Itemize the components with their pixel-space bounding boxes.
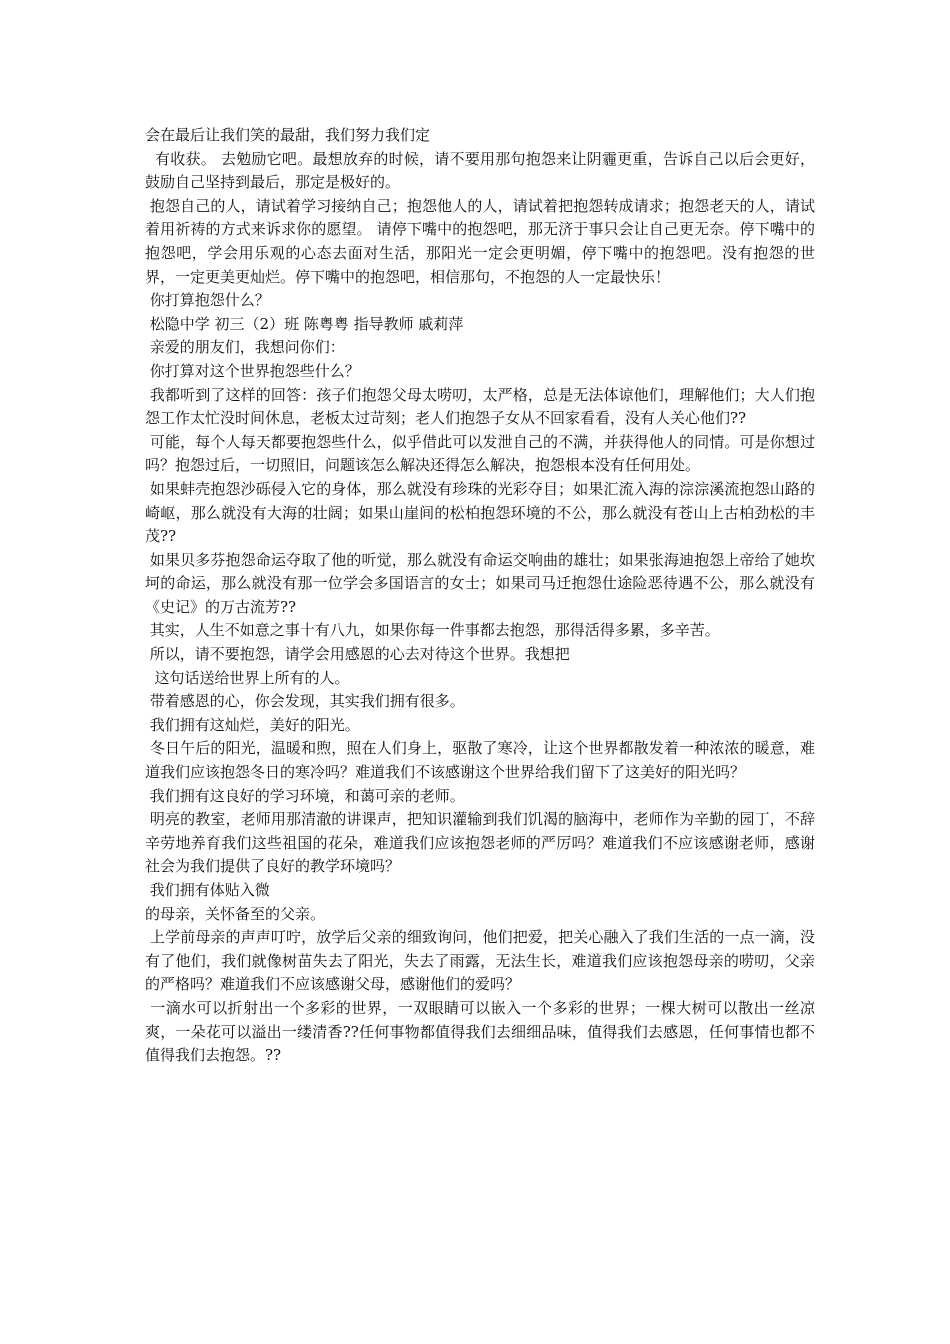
paragraph-greeting: 亲爱的朋友们，我想问你们： <box>145 338 345 357</box>
paragraph-intro-fragment: 会在最后让我们笑的最甜，我们努力我们定 <box>145 126 431 144</box>
paragraph-maybe: 可能，每个人每天都要抱怨些什么，似乎借此可以发泄自己的不满，并获得他人的同情。可是你想过吗？抱怨过后，一切照旧，问题该怎么解决还得怎么解决，抱怨根本没有任何用处。 <box>145 432 815 475</box>
essay-title: 你打算抱怨什么？ <box>145 291 270 310</box>
paragraph-encourage: 有收获。 去勉励它吧。最想放弃的时候，请不要用那句抱怨来让阴霾更重，告诉自己以后会更好，鼓励自己坚持到最后，那定是极好的。 <box>145 149 815 192</box>
paragraph-grateful-heart: 带着感恩的心，你会发现，其实我们拥有很多。 <box>145 692 465 711</box>
paragraph-send-words: 这句话送给世界上所有的人。 <box>145 668 350 687</box>
paragraph-classroom: 明亮的教室，老师用那清澈的讲课声，把知识灌输到我们饥渴的脑海中，老师作为辛勤的园丁，不辞辛劳地养育我们这些祖国的花朵，难道我们应该抱怨老师的严厉吗？难道我们不应该感谢老师，感谢社会为我们提供了良好的教学环境吗？ <box>145 810 815 876</box>
document-page <box>145 124 815 1068</box>
paragraph-sunshine: 我们拥有这灿烂，美好的阳光。 <box>145 715 360 734</box>
paragraph-answers: 我都听到了这样的回答：孩子们抱怨父母太唠叨，太严格，总是无法体谅他们，理解他们；大人们抱怨工作太忙没时间休息，老板太过苛刻；老人们抱怨子女从不回家看看，没有人关心他们?? <box>145 385 815 428</box>
paragraph-winter-sun: 冬日午后的阳光，温暖和煦，照在人们身上，驱散了寒冷，让这个世界都散发着一种浓浓的暖意，难道我们应该抱怨冬日的寒冷吗？难道我们不该感谢这个世界给我们留下了这美好的阳光吗？ <box>145 739 815 782</box>
paragraph-in-fact: 其实，人生不如意之事十有八九，如果你每一件事都去抱怨，那得活得多累，多辛苦。 <box>145 621 720 640</box>
paragraph-beethoven: 如果贝多芬抱怨命运夺取了他的听觉，那么就没有命运交响曲的雄壮；如果张海迪抱怨上帝给了她坎坷的命运，那么就没有那一位学会多国语言的女士；如果司马迁抱怨仕途险恶待遇不公，那么就没有《史记》的万古流芳?? <box>145 550 815 616</box>
paragraph-so: 所以，请不要抱怨，请学会用感恩的心去对待这个世界。我想把 <box>145 645 570 664</box>
paragraph-question: 你打算对这个世界抱怨些什么？ <box>145 361 360 380</box>
paragraph-mother-father: 上学前母亲的声声叮咛，放学后父亲的细致询问，他们把爱，把关心融入了我们生活的一点一滴，没有了他们，我们就像树苗失去了阳光，失去了雨露，无法生长，难道我们应该抱怨母亲的唠叨，父亲的严格吗？难道我们不应该感谢父母，感谢他们的爱吗？ <box>145 928 815 994</box>
paragraph-stop-complaining: 抱怨自己的人，请试着学习接纳自己；抱怨他人的人，请试着把抱怨转成请求；抱怨老天的人，请试着用祈祷的方式来诉求你的愿望。 请停下嘴中的抱怨吧，那无济于事只会让自己更无奈。停下嘴中的抱怨吧，学会用乐观的心态去面对生活，那阳光一定会更明媚，停下嘴中的抱怨吧。没有抱怨的世界，一定更美更灿烂。停下嘴中的抱怨吧，相信那句，不抱怨的人一定最快乐！ <box>145 196 815 286</box>
paragraph-conclusion: 一滴水可以折射出一个多彩的世界，一双眼睛可以嵌入一个多彩的世界；一棵大树可以散出一丝凉爽，一朵花可以溢出一缕清香??任何事物都值得我们去细细品味，值得我们去感恩，任何事情也都不值得我们去抱怨。?? <box>145 998 815 1065</box>
paragraph-parents-start: 我们拥有体贴入微 <box>145 881 270 899</box>
paragraph-teachers: 我们拥有这良好的学习环境，和蔼可亲的老师。 <box>145 786 465 805</box>
essay-author-line: 松隐中学 初三（2）班 陈粤粤 指导教师 戚莉萍 <box>145 314 464 333</box>
paragraph-pearl: 如果蚌壳抱怨沙砾侵入它的身体，那么就没有珍珠的光彩夺目；如果汇流入海的淙淙溪流抱怨山路的崎岖，那么就没有大海的壮阔；如果山崖间的松柏抱怨环境的不公，那么就没有苍山上古柏劲松的丰茂?? <box>145 479 815 546</box>
paragraph-parents-end: 的母亲，关怀备至的父亲。 <box>145 904 326 923</box>
